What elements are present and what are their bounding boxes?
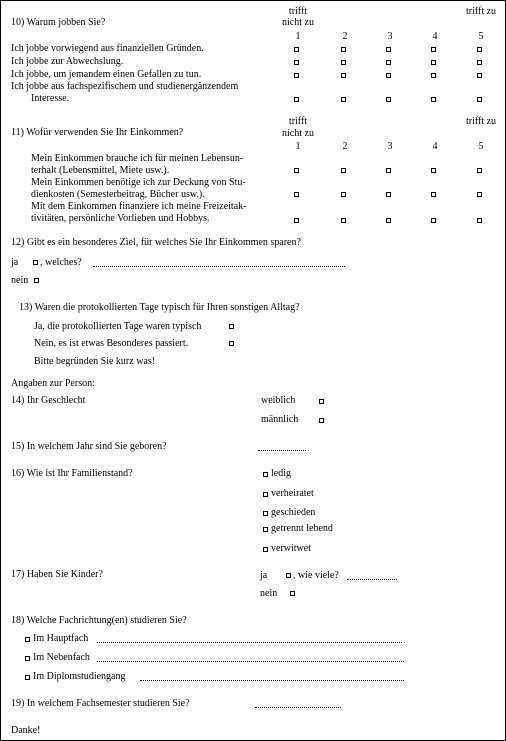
q18-hauptfach-line[interactable] (97, 642, 402, 643)
q11-item-2-checkbox[interactable] (294, 192, 299, 197)
q11-item-1-checkbox[interactable] (477, 168, 482, 173)
q11-scale-left-2: nicht zu (282, 128, 314, 139)
q12-yes-suffix: , welches? (40, 257, 82, 268)
q16-getrennt-checkbox[interactable] (263, 527, 268, 532)
q11-item-3-checkbox[interactable] (477, 218, 482, 223)
q10-item-4-line-2: Interesse. (31, 93, 70, 104)
q17-yes-checkbox[interactable] (286, 573, 291, 578)
q16-option-getrennt: getrennt lebend (271, 523, 333, 534)
q16-geschieden-checkbox[interactable] (263, 511, 268, 516)
q10-item-2-checkbox[interactable] (386, 60, 391, 65)
q18-option-diplom: Im Diplomstudiengang (33, 671, 126, 682)
q10-item-2-checkbox[interactable] (341, 60, 346, 65)
q11-item-3-checkbox[interactable] (294, 218, 299, 223)
q10-item-3-checkbox[interactable] (431, 73, 436, 78)
q10-scale-number: 4 (432, 31, 438, 42)
q11-item-2-checkbox[interactable] (341, 192, 346, 197)
q12-yes-checkbox[interactable] (33, 260, 38, 265)
q11-scale-right: trifft zu (465, 116, 497, 127)
q11-scale-left-1: trifft (288, 116, 308, 127)
q16-verheiratet-checkbox[interactable] (263, 492, 268, 497)
q10-item-1-checkbox[interactable] (341, 47, 346, 52)
q17-question: 17) Haben Sie Kinder? (11, 569, 103, 580)
q10-item-3-checkbox[interactable] (294, 73, 299, 78)
q10-item-4-checkbox[interactable] (386, 97, 391, 102)
q17-no-checkbox[interactable] (290, 591, 295, 596)
q11-scale-number: 2 (342, 141, 348, 152)
q13-special-checkbox[interactable] (229, 341, 234, 346)
q10-scale-number: 5 (478, 31, 484, 42)
q11-item-2-checkbox[interactable] (477, 192, 482, 197)
q12-no-label: nein (11, 275, 29, 286)
q10-item-2-checkbox[interactable] (294, 60, 299, 65)
q12-no-checkbox[interactable] (34, 278, 39, 283)
q10-item-3-checkbox[interactable] (341, 73, 346, 78)
q10-item-2-checkbox[interactable] (477, 60, 482, 65)
closing-text: Danke! (11, 725, 41, 736)
q11-item-2-checkbox[interactable] (431, 192, 436, 197)
q11-item-3-line-1: Mit dem Einkommen finanziere ich meine Freizeitak- (31, 201, 247, 212)
q13-question: 13) Waren die protokollierten Tage typisch für Ihren sonstigen Alltag? (19, 302, 300, 313)
q16-ledig-checkbox[interactable] (263, 472, 268, 477)
q10-item-4-checkbox[interactable] (341, 97, 346, 102)
q11-item-1-checkbox[interactable] (341, 168, 346, 173)
q10-item-2-checkbox[interactable] (431, 60, 436, 65)
q17-no-label: nein (260, 588, 278, 599)
q11-item-2-line-1: Mein Einkommen benötige ich zur Deckung von Stu- (31, 177, 246, 188)
q10-scale-number: 2 (342, 31, 348, 42)
q10-scale-number: 3 (387, 31, 393, 42)
q12-question: 12) Gibt es ein besonderes Ziel, für welches Sie Ihr Einkommen sparen? (11, 237, 301, 248)
q11-item-3-checkbox[interactable] (386, 218, 391, 223)
q11-question: 11) Wofür verwenden Sie Ihr Einkommen? (11, 127, 184, 138)
q10-item-4-checkbox[interactable] (294, 97, 299, 102)
q10-item-1: Ich jobbe vorwiegend aus finanziellen Gründen. (11, 43, 204, 54)
q18-option-nebenfach: Im Nebenfach (33, 652, 90, 663)
q16-option-geschieden: geschieden (271, 507, 316, 518)
q12-yes-label: ja (11, 257, 19, 268)
q13-option-special: Nein, es ist etwas Besonderes passiert. (34, 338, 189, 349)
q10-item-4-checkbox[interactable] (477, 97, 482, 102)
q11-scale-number: 5 (478, 141, 484, 152)
q10-item-2: Ich jobbe zur Abwechslung. (11, 56, 124, 67)
q16-verwitwet-checkbox[interactable] (263, 547, 268, 552)
q17-yes-suffix: , wie viele? (293, 570, 339, 581)
q18-nebenfach-checkbox[interactable] (25, 656, 30, 661)
q14-female-checkbox[interactable] (319, 399, 324, 404)
q10-item-4-checkbox[interactable] (431, 97, 436, 102)
q10-item-1-checkbox[interactable] (431, 47, 436, 52)
q11-item-1-line-1: Mein Einkommen brauche ich für meinen Lebensun- (31, 153, 244, 164)
q18-nebenfach-line[interactable] (97, 661, 404, 662)
q11-item-3-line-2: tivitäten, persönliche Vorlieben und Hobbys. (31, 213, 210, 224)
q19-question: 19) In welchem Fachsemester studieren Sie? (11, 698, 190, 709)
q10-item-1-checkbox[interactable] (477, 47, 482, 52)
q11-scale-number: 4 (432, 141, 438, 152)
q11-item-1-checkbox[interactable] (294, 168, 299, 173)
q12-answer-line[interactable] (93, 266, 345, 267)
person-heading: Angaben zur Person: (11, 378, 95, 389)
q14-question: 14) Ihr Geschlecht (11, 395, 86, 406)
q14-male-checkbox[interactable] (319, 418, 324, 423)
q17-yes-label: ja (260, 570, 268, 581)
q10-scale-number: 1 (295, 31, 301, 42)
q17-answer-line[interactable] (347, 579, 397, 580)
q10-scale-left-1: trifft (288, 6, 308, 17)
q14-option-male: männlich (261, 414, 299, 425)
q15-answer-line[interactable] (258, 450, 306, 451)
q18-diplom-checkbox[interactable] (25, 675, 30, 680)
q11-scale-number: 1 (295, 141, 301, 152)
q10-item-1-checkbox[interactable] (386, 47, 391, 52)
q10-item-3: Ich jobbe, um jemandem einen Gefallen zu tun. (11, 69, 202, 80)
q11-item-3-checkbox[interactable] (341, 218, 346, 223)
q13-option-typical: Ja, die protokollierten Tage waren typisch (34, 321, 202, 332)
q11-item-1-checkbox[interactable] (431, 168, 436, 173)
q11-item-2-line-2: dienkosten (Semesterbeitrag, Bücher usw.). (31, 189, 205, 200)
q16-option-ledig: ledig (271, 468, 291, 479)
q11-item-2-checkbox[interactable] (386, 192, 391, 197)
q13-typical-checkbox[interactable] (229, 324, 234, 329)
q12-yes-option (11, 257, 18, 269)
q15-question: 15) In welchem Jahr sind Sie geboren? (11, 441, 167, 452)
q10-item-3-checkbox[interactable] (386, 73, 391, 78)
q16-option-verheiratet: verheiratet (271, 488, 314, 499)
q10-scale-right: trifft zu (465, 6, 497, 17)
q18-diplom-line[interactable] (140, 680, 404, 681)
q18-question: 18) Welche Fachrichtung(en) studieren Sie? (11, 615, 187, 626)
q16-option-verwitwet: verwitwet (271, 543, 311, 554)
q18-option-hauptfach: Im Hauptfach (33, 633, 89, 644)
q10-item-1-checkbox[interactable] (294, 47, 299, 52)
q10-question: 10) Warum jobben Sie? (11, 17, 106, 28)
q18-hauptfach-checkbox[interactable] (25, 637, 30, 642)
q11-item-1-checkbox[interactable] (386, 168, 391, 173)
q13-followup: Bitte begründen Sie kurz was! (34, 356, 156, 367)
q11-item-3-checkbox[interactable] (431, 218, 436, 223)
q11-scale-number: 3 (387, 141, 393, 152)
q10-scale-left-2: nicht zu (282, 17, 314, 28)
q10-item-4-line-1: Ich jobbe aus fachspezifischem und studienergänzendem (11, 81, 239, 92)
q10-item-3-checkbox[interactable] (477, 73, 482, 78)
q16-question: 16) Wie ist Ihr Familienstand? (11, 468, 133, 479)
q11-item-1-line-2: terhalt (Lebensmittel, Miete usw.). (31, 165, 170, 176)
q14-option-female: weiblich (261, 395, 296, 406)
q19-answer-line[interactable] (255, 707, 341, 708)
